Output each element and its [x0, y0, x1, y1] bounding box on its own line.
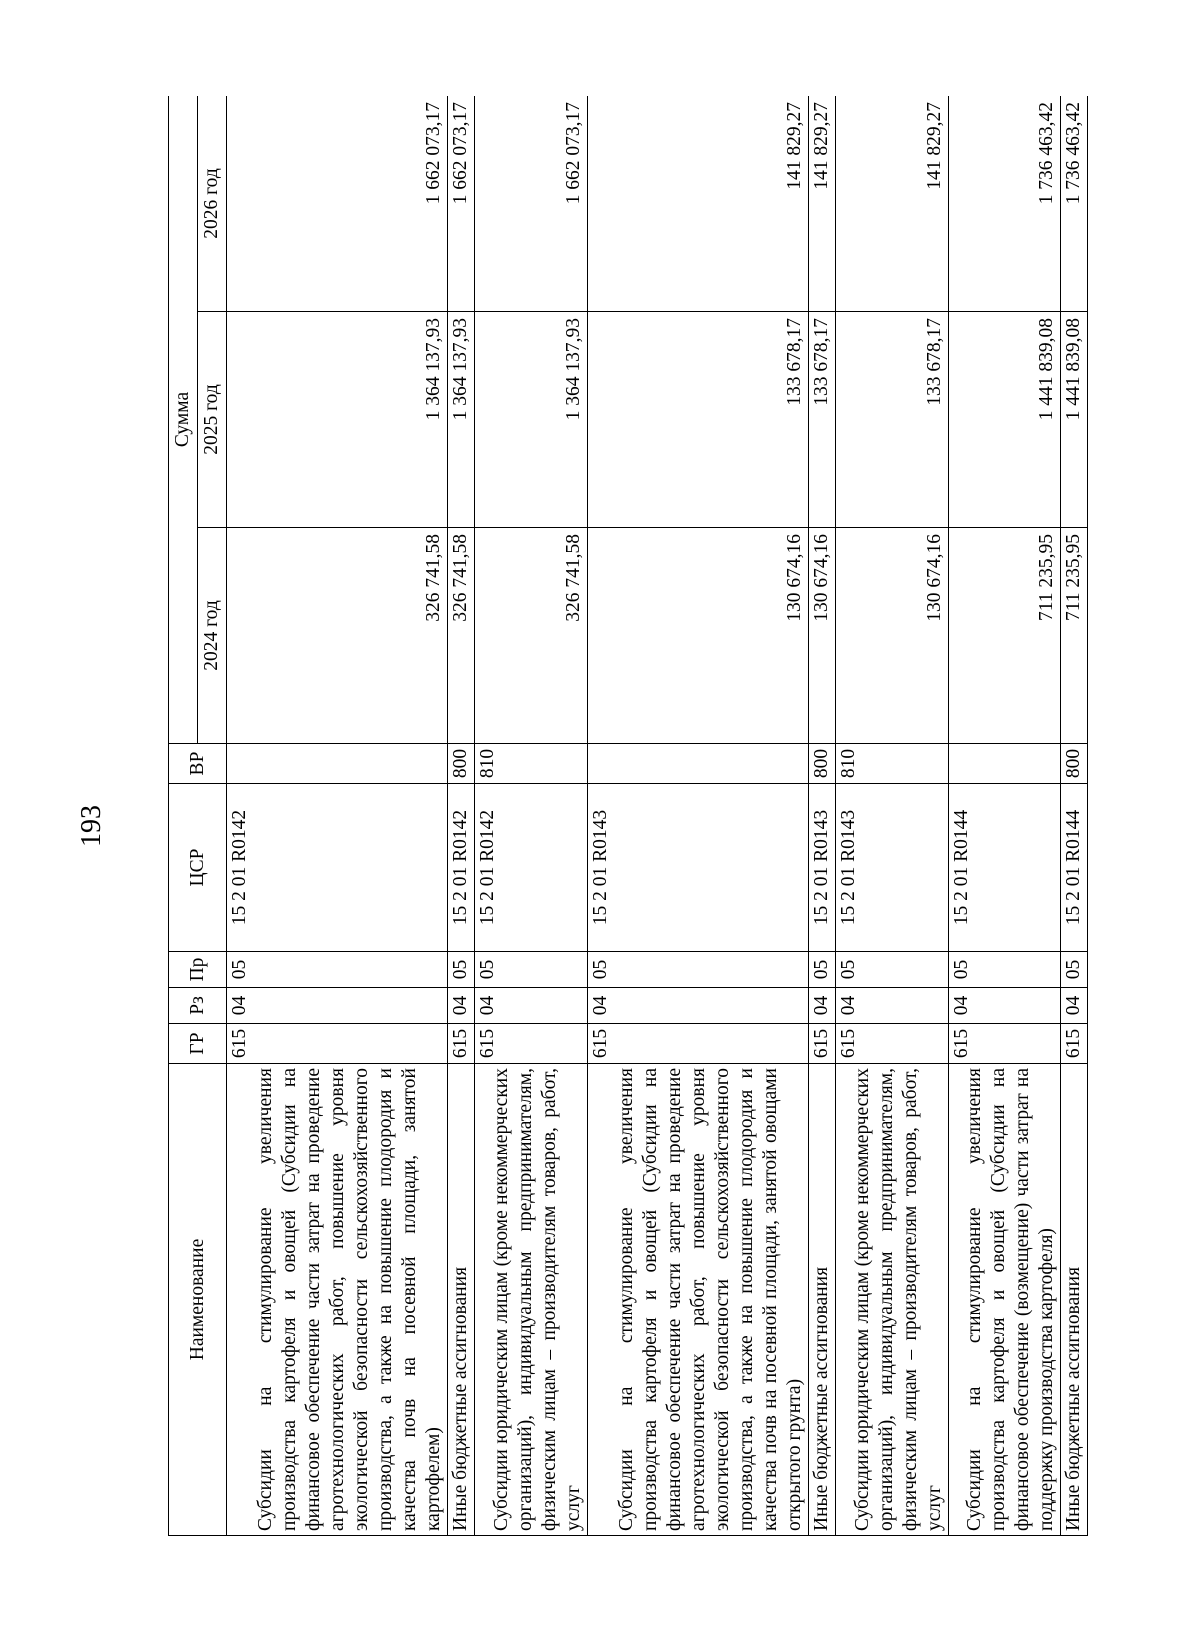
row-2024: 326 741,58	[475, 528, 587, 744]
row-2026: 1 662 073,17	[227, 96, 448, 312]
row-rz: 04	[448, 988, 475, 1024]
table-row	[227, 96, 448, 1536]
row-rz: 04	[836, 988, 948, 1024]
row-name: Иные бюджетные ассигнования	[448, 1064, 475, 1536]
table-row	[448, 96, 475, 1536]
row-vr	[227, 744, 448, 784]
row-csr: 15 2 01 R0144	[1061, 784, 1088, 952]
row-vr: 800	[809, 744, 836, 784]
row-gr: 615	[227, 1024, 448, 1064]
row-pr: 05	[809, 952, 836, 988]
row-rz: 04	[475, 988, 587, 1024]
row-2024: 711 235,95	[948, 528, 1060, 744]
row-pr: 05	[448, 952, 475, 988]
row-vr: 810	[475, 744, 587, 784]
header-csr: ЦСР	[169, 784, 227, 952]
row-gr: 615	[448, 1024, 475, 1064]
rotated-page-content	[168, 96, 1088, 1536]
table-row	[475, 96, 587, 1536]
header-pr: Пр	[169, 952, 227, 988]
row-pr: 05	[475, 952, 587, 988]
row-2025: 1 441 839,08	[948, 312, 1060, 528]
row-2025: 1 441 839,08	[1061, 312, 1088, 528]
row-csr: 15 2 01 R0143	[836, 784, 948, 952]
row-pr: 05	[587, 952, 808, 988]
row-rz: 04	[587, 988, 808, 1024]
row-csr: 15 2 01 R0142	[227, 784, 448, 952]
row-csr: 15 2 01 R0142	[475, 784, 587, 952]
row-name: Субсидии юридическим лицам (кроме некоммерческих организаций), индивидуальным предпринимателям, физическим лицам – производителям товаров, работ, услуг	[836, 1064, 948, 1536]
row-2024: 130 674,16	[809, 528, 836, 744]
header-rz: Рз	[169, 988, 227, 1024]
header-vr: ВР	[169, 744, 227, 784]
row-2024: 326 741,58	[227, 528, 448, 744]
row-2025: 133 678,17	[809, 312, 836, 528]
row-vr	[587, 744, 808, 784]
row-vr: 810	[836, 744, 948, 784]
row-gr: 615	[836, 1024, 948, 1064]
budget-table	[168, 96, 1088, 1536]
row-2025: 1 364 137,93	[448, 312, 475, 528]
header-sum: Сумма	[169, 96, 198, 744]
header-year-2026: 2026 год	[198, 96, 227, 312]
row-csr: 15 2 01 R0144	[948, 784, 1060, 952]
row-csr: 15 2 01 R0142	[448, 784, 475, 952]
row-name: Субсидии юридическим лицам (кроме некоммерческих организаций), индивидуальным предпринимателям, физическим лицам – производителям товаров, работ, услуг	[475, 1064, 587, 1536]
row-name: Субсидии на стимулирование увеличения производства картофеля и овощей (Субсидии на финансовое обеспечение части затрат на проведение агротехнологических работ, повышение уровня экологической безопасности сельскохозяйственного производства, а также на повышение плодородия и качества почв на посевной площади, занятой картофелем)	[227, 1064, 448, 1536]
row-2024: 711 235,95	[1061, 528, 1088, 744]
header-gr: ГР	[169, 1024, 227, 1064]
row-rz: 04	[948, 988, 1060, 1024]
table-row	[1061, 96, 1088, 1536]
row-2026: 141 829,27	[836, 96, 948, 312]
row-2026: 1 736 463,42	[1061, 96, 1088, 312]
row-2025: 1 364 137,93	[475, 312, 587, 528]
table-row	[948, 96, 1060, 1536]
row-2024: 130 674,16	[836, 528, 948, 744]
row-gr: 615	[1061, 1024, 1088, 1064]
row-gr: 615	[809, 1024, 836, 1064]
row-vr: 800	[1061, 744, 1088, 784]
table-row	[587, 96, 808, 1536]
row-rz: 04	[227, 988, 448, 1024]
row-gr: 615	[475, 1024, 587, 1064]
header-year-2024: 2024 год	[198, 528, 227, 744]
page-number: 193	[76, 805, 107, 847]
table-row	[809, 96, 836, 1536]
row-vr: 800	[448, 744, 475, 784]
row-2026: 141 829,27	[587, 96, 808, 312]
rotated-table-container	[168, 96, 1088, 1536]
row-pr: 05	[1061, 952, 1088, 988]
row-rz: 04	[1061, 988, 1088, 1024]
row-pr: 05	[227, 952, 448, 988]
row-name: Субсидии на стимулирование увеличения производства картофеля и овощей (Субсидии на финансовое обеспечение части затрат на проведение агротехнологических работ, повышение уровня экологической безопасности сельскохозяйственного производства, а также на повышение плодородия и качества почв на посевной площади, занятой овощами открытого грунта)	[587, 1064, 808, 1536]
row-rz: 04	[809, 988, 836, 1024]
header-name: Наименование	[169, 1064, 227, 1536]
row-pr: 05	[948, 952, 1060, 988]
row-2026: 141 829,27	[809, 96, 836, 312]
row-csr: 15 2 01 R0143	[587, 784, 808, 952]
row-2025: 133 678,17	[836, 312, 948, 528]
row-csr: 15 2 01 R0143	[809, 784, 836, 952]
row-2026: 1 662 073,17	[475, 96, 587, 312]
row-2024: 130 674,16	[587, 528, 808, 744]
row-name: Иные бюджетные ассигнования	[809, 1064, 836, 1536]
row-gr: 615	[948, 1024, 1060, 1064]
row-pr: 05	[836, 952, 948, 988]
row-vr	[948, 744, 1060, 784]
row-name: Иные бюджетные ассигнования	[1061, 1064, 1088, 1536]
table-row	[836, 96, 948, 1536]
row-2026: 1 662 073,17	[448, 96, 475, 312]
header-year-2025: 2025 год	[198, 312, 227, 528]
row-2024: 326 741,58	[448, 528, 475, 744]
row-name: Субсидии на стимулирование увеличения производства картофеля и овощей (Субсидии на финансовое обеспечение (возмещение) части затрат на поддержку производства картофеля)	[948, 1064, 1060, 1536]
row-gr: 615	[587, 1024, 808, 1064]
row-2025: 133 678,17	[587, 312, 808, 528]
row-2026: 1 736 463,42	[948, 96, 1060, 312]
row-2025: 1 364 137,93	[227, 312, 448, 528]
